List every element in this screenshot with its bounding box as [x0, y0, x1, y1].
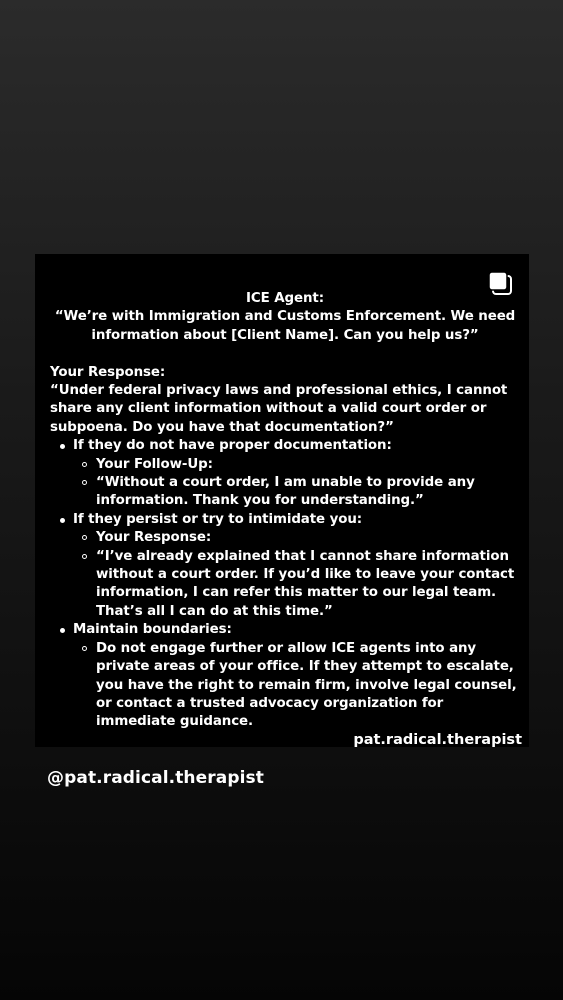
agent-quote: “We’re with Immigration and Customs Enforcement. We need information about [Client Name]. Can you help us?” [54, 309, 516, 343]
bullet-persist: If they persist or try to intimidate you: [73, 511, 363, 527]
bullet-no-documentation: If they do not have proper documentation: [73, 438, 392, 454]
sub-list-item: Do not engage further or allow ICE agents into any private areas of your office. If they attempt to escalate, you have the right to remain firm, involve legal counsel, or contact a trusted advocacy organization for immediate guidance. [73, 640, 520, 732]
post-text [50, 290, 520, 732]
list-item [50, 511, 520, 621]
response-label: Your Response: [50, 364, 166, 380]
sub-list [73, 640, 520, 732]
mention-sticker[interactable]: @pat.radical.therapist [47, 768, 264, 788]
sub-list-item: Your Response: [73, 529, 520, 547]
list-item [50, 621, 520, 731]
sub-list [73, 529, 520, 621]
sub-list-item: Your Follow-Up: [73, 456, 520, 474]
list-item [50, 437, 520, 511]
sub-list-item: “Without a court order, I am unable to provide any information. Thank you for understanding.” [73, 474, 520, 511]
sub-list [73, 456, 520, 511]
shared-post-card[interactable] [35, 254, 529, 747]
guidance-list [50, 437, 520, 732]
bullet-boundaries: Maintain boundaries: [73, 622, 232, 638]
sub-list-item: “I’ve already explained that I cannot share information without a court order. If you’d like to leave your contact information, I can refer this matter to our legal team. That’s all I can do at this time.” [73, 548, 520, 622]
post-watermark: pat.radical.therapist [353, 732, 522, 748]
response-quote: “Under federal privacy laws and professional ethics, I cannot share any client information without a valid court order or subpoena. Do you have that documentation?” [50, 383, 508, 435]
agent-label: ICE Agent: [246, 291, 324, 306]
